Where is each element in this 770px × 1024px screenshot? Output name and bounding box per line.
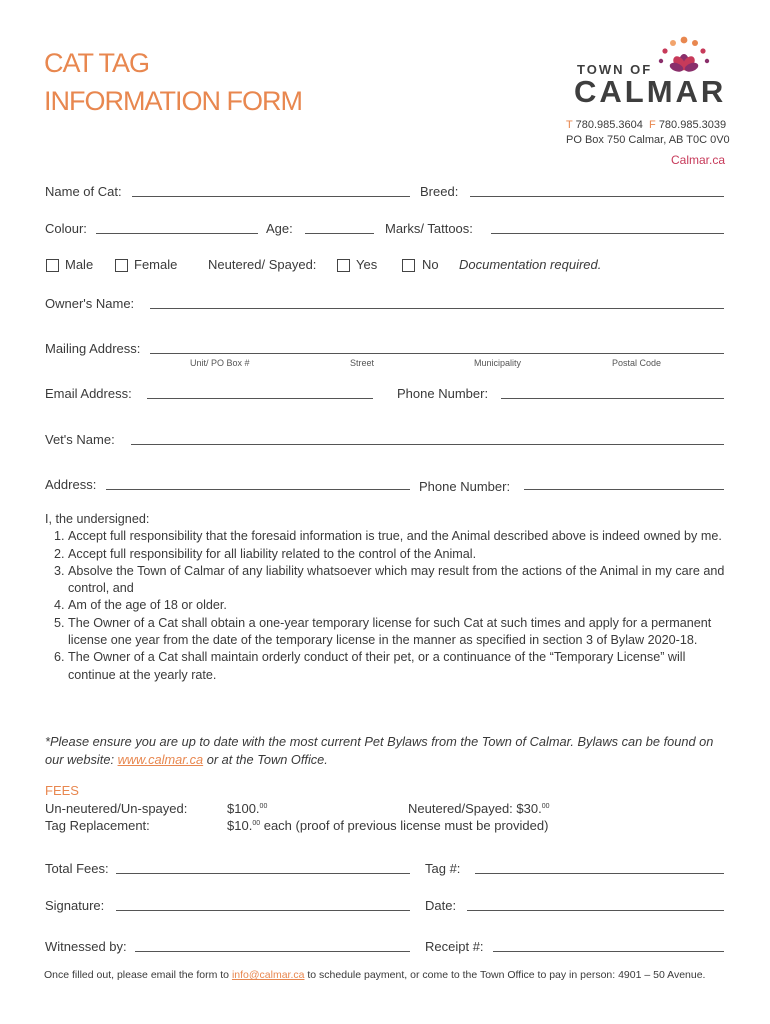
fee-neutered-text: Neutered/Spayed: $30. <box>408 801 542 816</box>
marks-field[interactable] <box>491 233 724 234</box>
neutered-label: Neutered/ Spayed: <box>208 257 317 272</box>
witnessed-field[interactable] <box>135 951 410 952</box>
witnessed-label: Witnessed by: <box>45 939 127 954</box>
declaration-section <box>45 511 735 684</box>
male-label: Male <box>65 257 94 272</box>
date-field[interactable] <box>467 910 724 911</box>
receipt-label: Receipt #: <box>425 939 484 954</box>
contact-address: PO Box 750 Calmar, AB T0C 0V0 <box>566 134 730 146</box>
signature-label: Signature: <box>45 898 105 913</box>
email-label: Email Address: <box>45 386 132 401</box>
footer-text-end: to schedule payment, or come to the Town Office to pay in person: 4901 – 50 Avenue. <box>304 969 706 981</box>
female-checkbox[interactable] <box>115 259 128 272</box>
marks-label: Marks/ Tattoos: <box>385 221 473 236</box>
logo-town-of: TOWN OF <box>577 62 653 77</box>
total-fees-label: Total Fees: <box>45 861 109 876</box>
vet-name-field[interactable] <box>131 444 724 445</box>
declaration-item: 3. Absolve the Town of Calmar of any liability whatsoever which may result from the actions of the Animal in my care and control, and <box>68 563 735 598</box>
owner-name-field[interactable] <box>150 308 724 309</box>
signature-field[interactable] <box>116 910 410 911</box>
declaration-item: 5. The Owner of a Cat shall obtain a one-year temporary license for such Cat at such times and apply for a permanent license one year from the date of the temporary license in the manner as specified in section 3 of Bylaw 2020-18. <box>68 615 735 650</box>
sub-label-unit: Unit/ PO Box # <box>190 358 250 368</box>
vet-address-label: Address: <box>45 477 97 492</box>
sub-label-postal: Postal Code <box>612 358 662 368</box>
phone-number: 780.985.3604 <box>575 119 643 131</box>
colour-field[interactable] <box>96 233 258 234</box>
breed-field[interactable] <box>470 196 724 197</box>
phone-prefix: T <box>566 119 573 131</box>
tag-number-label: Tag #: <box>425 861 461 876</box>
name-of-cat-field[interactable] <box>132 196 410 197</box>
logo-calmar: CALMAR <box>574 74 727 109</box>
fee-neutered <box>408 801 550 816</box>
yes-label: Yes <box>356 257 378 272</box>
contact-phones <box>566 119 726 131</box>
fee-price-main: $100. <box>227 801 260 816</box>
form-title-line2: INFORMATION FORM <box>44 86 302 116</box>
declaration-item: 1. Accept full responsibility that the foresaid information is true, and the Animal described above is indeed owned by me. <box>68 528 735 545</box>
fee-unneutered-price <box>227 801 267 816</box>
bylaw-note-end: or at the Town Office. <box>203 751 328 767</box>
breed-label: Breed: <box>420 184 459 199</box>
neutered-yes-checkbox[interactable] <box>337 259 350 272</box>
fee-tag-price: $10. <box>227 818 253 833</box>
footer-email-link[interactable]: info@calmar.ca <box>231 969 305 981</box>
vet-name-label: Vet's Name: <box>45 432 115 447</box>
email-field[interactable] <box>147 398 373 399</box>
fee-unneutered-label: Un-neutered/Un-spayed: <box>45 801 188 816</box>
declaration-item: 6. The Owner of a Cat shall maintain orderly conduct of their pet, or a continuance of the “Temporary License” will continue at the yearly rate. <box>68 649 735 684</box>
website-link[interactable]: Calmar.ca <box>671 153 726 167</box>
fee-neutered-cents: 00 <box>541 803 550 810</box>
male-checkbox[interactable] <box>46 259 59 272</box>
fee-tag-cents: 00 <box>252 820 261 827</box>
declaration-item: 4. Am of the age of 18 or older. <box>68 597 735 614</box>
calmar-website-link[interactable]: www.calmar.ca <box>117 751 204 767</box>
fee-tag-text: each (proof of previous license must be provided) <box>260 818 549 833</box>
vet-address-field[interactable] <box>106 489 410 490</box>
no-label: No <box>422 257 439 272</box>
receipt-field[interactable] <box>493 951 724 952</box>
fax-prefix: F <box>649 119 656 131</box>
bylaw-note <box>45 733 735 768</box>
date-label: Date: <box>425 898 457 913</box>
mailing-address-field[interactable] <box>150 353 724 354</box>
fee-tag-replacement-price <box>227 818 548 833</box>
age-label: Age: <box>266 221 293 236</box>
declaration-item: 2. Accept full responsibility for all liability related to the control of the Animal. <box>68 546 735 563</box>
fees-heading: FEES <box>45 783 79 798</box>
bylaw-note-text: *Please ensure you are up to date with the most current Pet Bylaws from the Town of Calmar. Bylaws can be found on our website: <box>45 734 714 767</box>
declaration-heading: I, the undersigned: <box>45 512 150 526</box>
sub-label-municipality: Municipality <box>474 358 522 368</box>
owner-name-label: Owner's Name: <box>45 296 135 311</box>
form-title-line1: CAT TAG <box>44 48 150 78</box>
age-field[interactable] <box>305 233 374 234</box>
tag-number-field[interactable] <box>475 873 724 874</box>
declaration-list <box>45 528 735 684</box>
documentation-note: Documentation required. <box>459 257 602 272</box>
vet-phone-label: Phone Number: <box>419 479 511 494</box>
footer-text: Once filled out, please email the form to <box>44 969 232 981</box>
mailing-address-label: Mailing Address: <box>45 341 141 356</box>
fee-price-cents: 00 <box>259 803 268 810</box>
phone-label: Phone Number: <box>397 386 489 401</box>
phone-field[interactable] <box>501 398 724 399</box>
fee-tag-replacement-label: Tag Replacement: <box>45 818 150 833</box>
total-fees-field[interactable] <box>116 873 410 874</box>
colour-label: Colour: <box>45 221 87 236</box>
female-label: Female <box>134 257 178 272</box>
neutered-no-checkbox[interactable] <box>402 259 415 272</box>
vet-phone-field[interactable] <box>524 489 724 490</box>
fax-number: 780.985.3039 <box>658 119 727 131</box>
sub-label-street: Street <box>350 358 375 368</box>
footer-instructions <box>44 969 705 981</box>
name-of-cat-label: Name of Cat: <box>45 184 122 199</box>
